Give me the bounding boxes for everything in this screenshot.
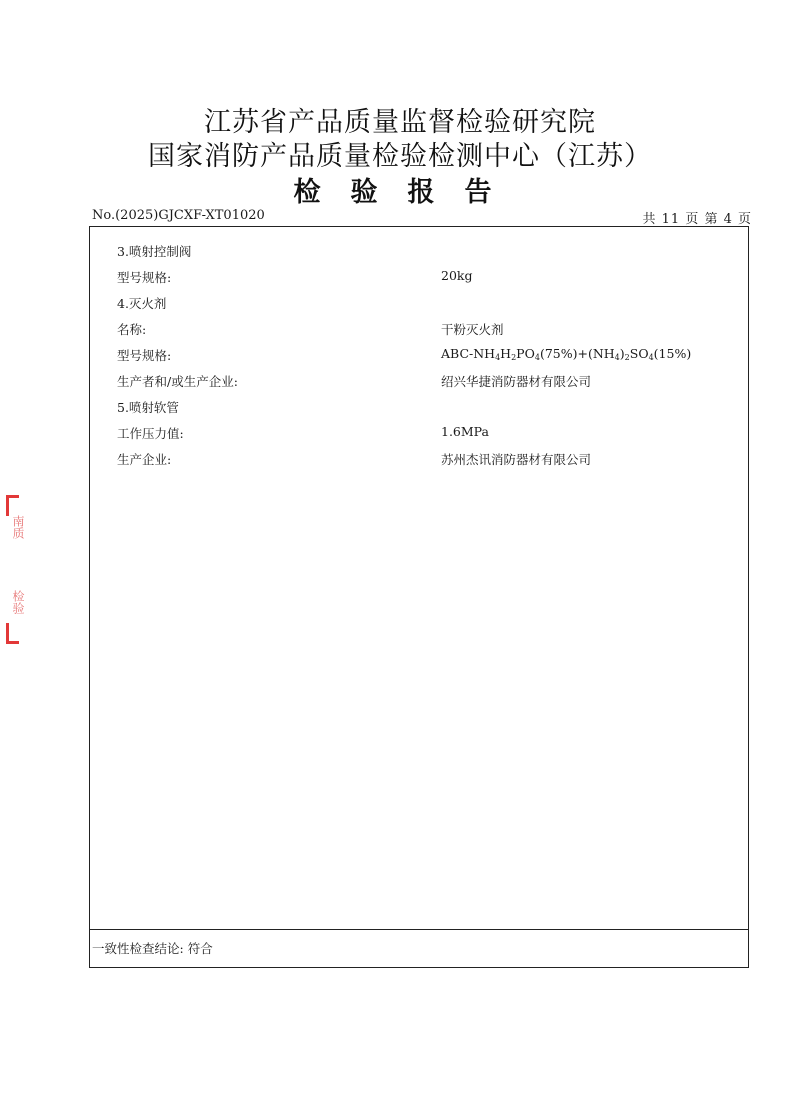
report-number: No.(2025)GJCXF-XT01020: [92, 208, 265, 223]
item-value-agent-manufacturer: 绍兴华捷消防器材有限公司: [441, 374, 592, 389]
stamp-text-top: 南质: [11, 515, 25, 539]
seal-stamp: [4, 495, 38, 645]
conclusion-label: 一致性检查结论:: [92, 941, 184, 956]
item-label-valve: 3.喷射控制阀: [117, 244, 192, 259]
stamp-bracket-top: [6, 495, 19, 516]
org-name-line1: 江苏省产品质量监督检验研究院: [204, 107, 596, 138]
stamp-bracket-bottom: [6, 623, 19, 644]
item-label-valve-model: 型号规格:: [117, 270, 172, 285]
item-value-agent-name: 干粉灭火剂: [441, 322, 504, 337]
item-value-agent-model: ABC-$NH_4H_2PO_4(75\%)+(NH_4)_2SO_4(15\%)$: [441, 346, 692, 362]
item-value-valve-model: 20kg: [441, 268, 473, 283]
item-value-hose-pressure: 1.6MPa: [441, 424, 489, 439]
item-label-agent: 4.灭火剂: [117, 296, 167, 311]
stamp-text-bottom: 检验: [11, 590, 25, 614]
org-name-line2: 国家消防产品质量检验检测中心（江苏）: [148, 141, 652, 172]
item-label-agent-name: 名称:: [117, 322, 147, 337]
item-label-hose: 5.喷射软管: [117, 400, 179, 415]
conclusion-divider: [90, 929, 748, 930]
report-content-frame: [89, 226, 749, 968]
item-value-hose-manufacturer: 苏州杰讯消防器材有限公司: [441, 452, 592, 467]
conclusion-row: [92, 939, 213, 957]
item-label-agent-manufacturer: 生产者和/或生产企业:: [117, 374, 238, 389]
item-label-hose-manufacturer: 生产企业:: [117, 452, 172, 467]
item-label-agent-model: 型号规格:: [117, 348, 172, 363]
page-indicator: 共 11 页 第 4 页: [642, 212, 752, 227]
item-label-hose-pressure: 工作压力值:: [117, 426, 184, 441]
report-title: 检验报告: [293, 177, 522, 208]
conclusion-value: 符合: [187, 941, 213, 956]
